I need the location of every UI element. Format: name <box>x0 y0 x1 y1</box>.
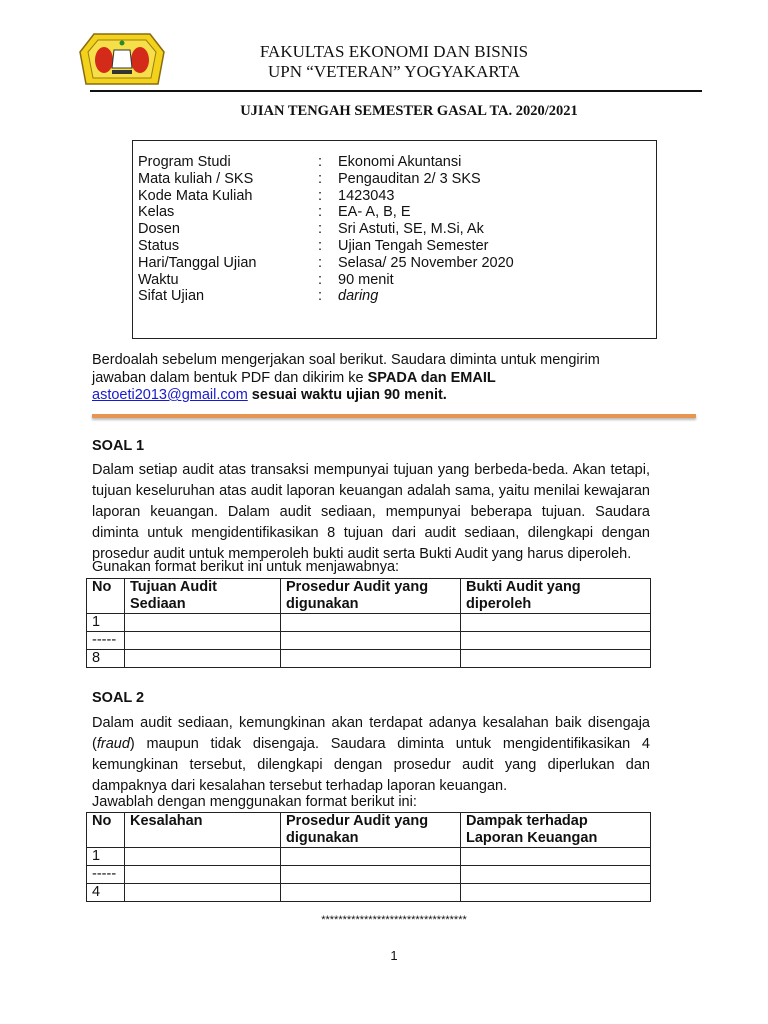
instructions-line: Berdoalah sebelum mengerjakan soal berikut. Saudara diminta untuk mengirim <box>92 352 600 368</box>
table-row <box>87 650 651 668</box>
column-header: Prosedur Audit yang digunakan <box>281 813 461 848</box>
info-label: Mata kuliah / SKS <box>138 170 254 187</box>
orange-divider <box>92 414 696 418</box>
info-colon: : <box>318 271 323 288</box>
table-row <box>87 866 651 884</box>
university-name: UPN “VETERAN” YOGYAKARTA <box>268 62 520 81</box>
info-label: Kelas <box>138 204 175 221</box>
info-value: Ujian Tengah Semester <box>338 238 489 254</box>
soal1-instruction: Gunakan format berikut ini untuk menjawabnya: <box>92 559 400 575</box>
info-label: Status <box>138 238 180 254</box>
info-colon: : <box>318 154 323 170</box>
column-header: Bukti Audit yang diperoleh <box>461 579 651 614</box>
row-number: 4 <box>87 884 125 902</box>
info-colon: : <box>318 254 323 271</box>
info-label: Hari/Tanggal Ujian <box>138 254 257 271</box>
table-row <box>87 614 651 632</box>
info-label: Dosen <box>138 221 180 238</box>
page-number: 1 <box>390 948 398 963</box>
table-row <box>87 848 651 866</box>
header-rule <box>90 90 702 92</box>
column-header: Tujuan Audit Sediaan <box>125 579 281 614</box>
column-header: Kesalahan <box>125 813 281 848</box>
soal1-answer-table <box>86 578 651 668</box>
soal2-answer-table <box>86 812 651 902</box>
table-row <box>87 884 651 902</box>
soal2-title: SOAL 2 <box>92 690 145 706</box>
column-header: No <box>87 813 125 848</box>
soal1-text: Dalam setiap audit atas transaksi mempunyai tujuan yang berbeda-beda. Akan tetapi, tujuan keseluruhan atas audit laporan keuangan adalah sama, yaitu menilai kewajaran laporan keuangan. Dalam audit sediaan, mempunyai beberapa tujuan. Saudara diminta untuk mengidentifikasikan 8 tujuan dari audit sediaan, dilengkapi dengan prosedur audit untuk memperoleh bukti audit serta Bukti Audit yang harus diperoleh. <box>92 462 650 562</box>
info-value: Sri Astuti, SE, M.Si, Ak <box>338 221 484 238</box>
info-colon: : <box>318 221 323 238</box>
info-value: Selasa/ 25 November 2020 <box>338 254 514 271</box>
column-header: Prosedur Audit yang digunakan <box>281 579 461 614</box>
soal2-instruction: Jawablah dengan menggunakan format berikut ini: <box>92 794 417 810</box>
info-value: EA- A, B, E <box>338 204 411 221</box>
table-row <box>87 632 651 650</box>
instructions-line: jawaban dalam bentuk PDF dan dikirim ke <box>92 369 368 386</box>
submission-target: SPADA dan EMAIL <box>367 369 496 386</box>
faculty-name: FAKULTAS EKONOMI DAN BISNIS <box>259 42 529 61</box>
info-colon: : <box>318 170 323 187</box>
end-stars: ********************************** <box>321 914 467 926</box>
info-colon: : <box>318 288 323 305</box>
email-link[interactable]: astoeti2013@gmail.com <box>92 387 248 403</box>
info-value: daring <box>338 288 379 305</box>
fraud-term: fraud <box>96 736 130 752</box>
row-number: ----- <box>87 632 125 650</box>
soal1-title: SOAL 1 <box>92 438 145 454</box>
info-value: Ekonomi Akuntansi <box>338 154 462 170</box>
exam-title: UJIAN TENGAH SEMESTER GASAL TA. 2020/2021 <box>240 103 578 119</box>
column-header: No <box>87 579 125 614</box>
info-value: Pengauditan 2/ 3 SKS <box>338 170 481 187</box>
row-number: 8 <box>87 650 125 668</box>
info-label: Waktu <box>138 271 179 288</box>
info-label: Program Studi <box>138 154 231 170</box>
row-number: 1 <box>87 614 125 632</box>
row-number: 1 <box>87 848 125 866</box>
row-number: ----- <box>87 866 125 884</box>
info-colon: : <box>318 204 323 221</box>
info-value: 1423043 <box>338 187 395 204</box>
soal2-text: Dalam audit sediaan, kemungkinan akan terdapat adanya kesalahan baik disengaja (fraud) maupun tidak disengaja. Saudara diminta untuk mengidentifikasikan 4 kemungkinan tersebut, dilengkapi dengan prosedur audit yang diperlukan dan dampaknya dari kesalahan tersebut terhadap laporan keuangan. <box>92 715 650 794</box>
column-header: Dampak terhadap Laporan Keuangan <box>461 813 651 848</box>
time-note: sesuai waktu ujian 90 menit. <box>247 387 447 403</box>
instructions <box>92 352 692 405</box>
info-label: Sifat Ujian <box>138 288 205 305</box>
info-colon: : <box>318 238 323 254</box>
info-label: Kode Mata Kuliah <box>138 187 253 204</box>
info-value: 90 menit <box>338 271 394 288</box>
info-colon: : <box>318 187 323 204</box>
